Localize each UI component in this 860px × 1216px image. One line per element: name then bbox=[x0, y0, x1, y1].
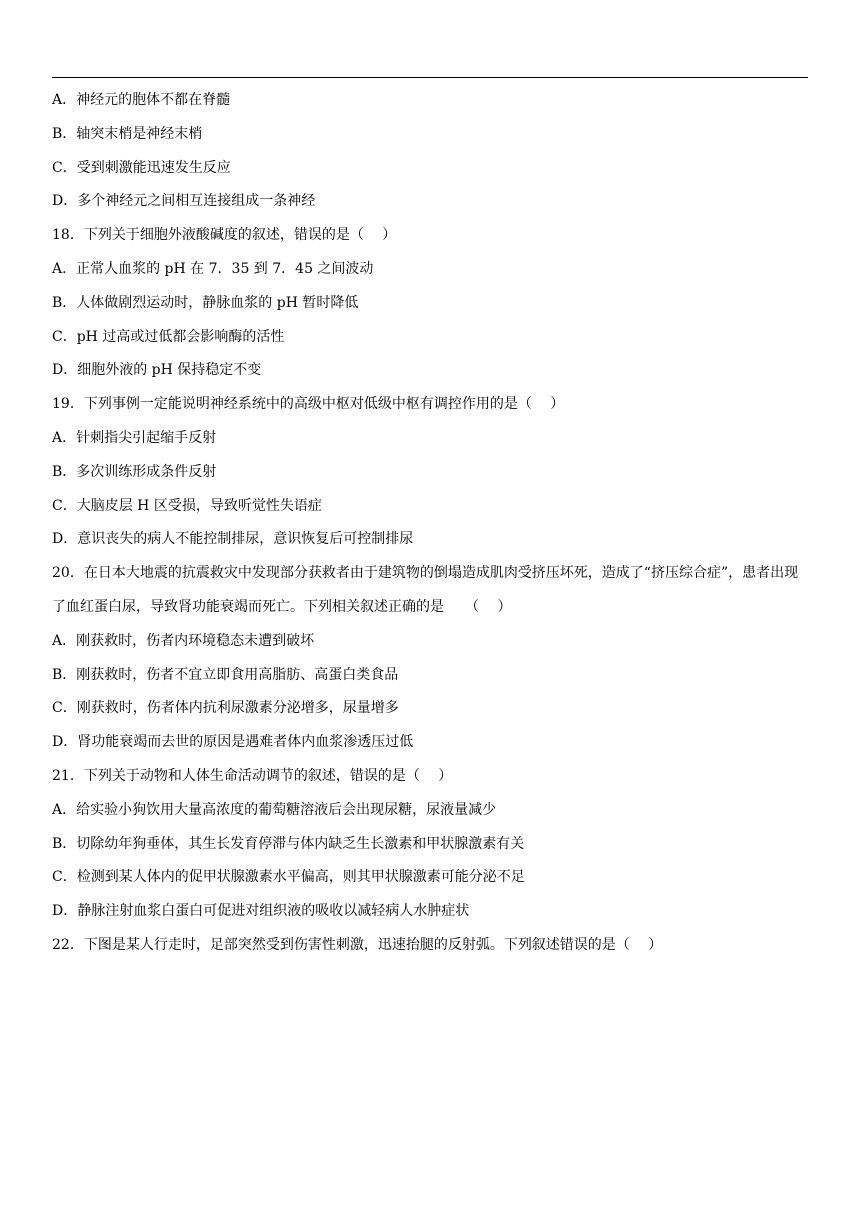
q19-option-c: C．大脑皮层 H 区受损，导致听觉性失语症 bbox=[52, 497, 322, 514]
q17-option-a: A．神经元的胞体不都在脊髓 bbox=[52, 92, 231, 108]
q21-option-c: C．检测到某人体内的促甲状腺激素水平偏高，则其甲状腺激素可能分泌不足 bbox=[52, 869, 525, 886]
q18-option-b: B．人体做剧烈运动时，静脉血浆的 pH 暂时降低 bbox=[52, 294, 359, 311]
q20-option-a: A．刚获救时，伤者内环境稳态未遭到破坏 bbox=[52, 632, 315, 649]
q21-option-b: B．切除幼年狗垂体，其生长发育停滞与体内缺乏生长激素和甲状腺激素有关 bbox=[52, 835, 525, 852]
q20-option-c: C．刚获救时，伤者体内抗利尿激素分泌增多，尿量增多 bbox=[52, 700, 399, 717]
q18-option-d: D．细胞外液的 pH 保持稳定不变 bbox=[52, 362, 262, 379]
q19-option-a: A．针刺指尖引起缩手反射 bbox=[52, 429, 217, 446]
q17-option-c: C．受到刺激能迅速发生反应 bbox=[52, 159, 231, 176]
q18-option-c: C．pH 过高或过低都会影响酶的活性 bbox=[52, 328, 285, 345]
header-rule bbox=[52, 77, 808, 78]
q18-option-a: A．正常人血浆的 pH 在 7．35 到 7．45 之间波动 bbox=[52, 260, 374, 277]
q17-option-b: B．轴突末梢是神经末梢 bbox=[52, 125, 203, 142]
q19-stem: 19．下列事例一定能说明神经系统中的高级中枢对低级中枢有调控作用的是（ ） bbox=[52, 396, 565, 413]
q19-option-b: B．多次训练形成条件反射 bbox=[52, 463, 217, 480]
q18-stem: 18．下列关于细胞外液酸碱度的叙述，错误的是（ ） bbox=[52, 227, 397, 244]
q20-stem: 20．在日本大地震的抗震救灾中发现部分获救者由于建筑物的倒塌造成肌肉受挤压坏死，造成了“挤压综合症”，患者出现了血红蛋白尿，导致肾功能衰竭而死亡。下列相关叙述正确的是 （ ） bbox=[52, 565, 799, 615]
q21-option-a: A．给实验小狗饮用大量高浓度的葡萄糖溶液后会出现尿糖，尿液量减少 bbox=[52, 801, 497, 818]
q19-option-d: D．意识丧失的病人不能控制排尿，意识恢复后可控制排尿 bbox=[52, 531, 414, 548]
q21-stem: 21．下列关于动物和人体生命活动调节的叙述，错误的是（ ） bbox=[52, 767, 453, 784]
q17-option-d: D．多个神经元之间相互连接组成一条神经 bbox=[52, 193, 316, 210]
q21-option-d: D．静脉注射血浆白蛋白可促进对组织液的吸收以减轻病人水肿症状 bbox=[52, 903, 470, 920]
exam-text bbox=[52, 84, 812, 963]
q22-stem: 22．下图是某人行走时，足部突然受到伤害性刺激，迅速抬腿的反射弧。下列叙述错误的是（ ） bbox=[52, 936, 663, 953]
q20-option-d: D．肾功能衰竭而去世的原因是遇难者体内血浆渗透压过低 bbox=[52, 734, 414, 751]
q20-option-b: B．刚获救时，伤者不宜立即食用高脂肪、高蛋白类食品 bbox=[52, 666, 399, 683]
